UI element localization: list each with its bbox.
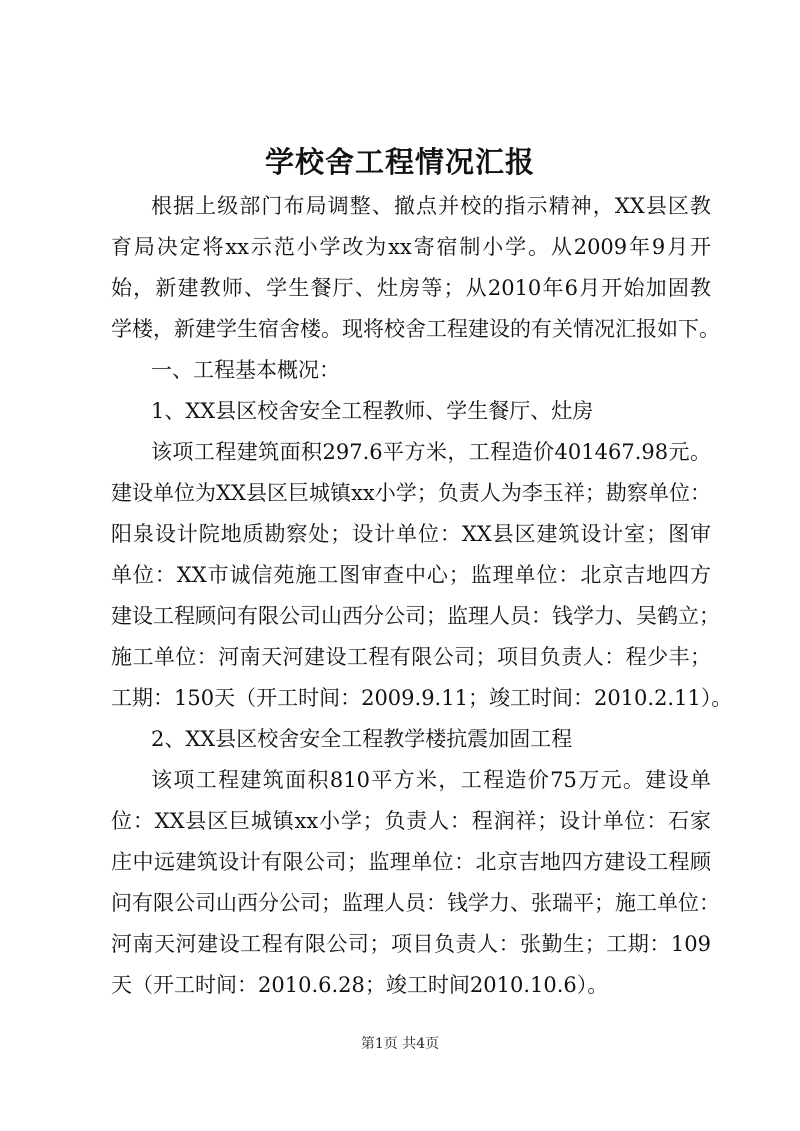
paragraph-line: 阳泉设计院地质勘察处；设计单位：XX县区建筑设计室；图审 xyxy=(111,522,711,546)
page-number: 第1页 共4页 xyxy=(360,1036,440,1052)
section-heading: 一、工程基本概况： xyxy=(151,358,340,382)
paragraph-line: 河南天河建设工程有限公司；项目负责人：张勤生；工期：109 xyxy=(111,932,711,956)
paragraph-line: 施工单位：河南天河建设工程有限公司；项目负责人：程少丰； xyxy=(111,645,711,669)
paragraph-line: 育局决定将xx示范小学改为xx寄宿制小学。从2009年9月开 xyxy=(111,235,711,259)
paragraph-line: 学楼，新建学生宿舍楼。现将校舍工程建设的有关情况汇报如下。 xyxy=(111,317,720,341)
paragraph-line: 该项工程建筑面积297.6平方米，工程造价401467.98元。 xyxy=(151,440,711,464)
paragraph-line: 工期：150天（开工时间：2009.9.11；竣工时间：2010.2.11）。 xyxy=(111,686,733,710)
paragraph-line: 该项工程建筑面积810平方米，工程造价75万元。建设单 xyxy=(151,768,711,792)
paragraph-line: 天（开工时间：2010.6.28；竣工时间2010.10.6）。 xyxy=(111,973,609,997)
document-title: 学校舍工程情况汇报 xyxy=(264,145,535,179)
paragraph-line: 位：XX县区巨城镇xx小学；负责人：程润祥；设计单位：石家 xyxy=(111,809,711,833)
subsection-heading: 2、XX县区校舍安全工程教学楼抗震加固工程 xyxy=(151,727,573,751)
paragraph-line: 建设工程顾问有限公司山西分公司；监理人员：钱学力、吴鹤立； xyxy=(111,604,720,628)
paragraph-line: 始，新建教师、学生餐厅、灶房等；从2010年6月开始加固教 xyxy=(111,276,711,300)
document-body xyxy=(111,186,733,1006)
paragraph-line: 庄中远建筑设计有限公司；监理单位：北京吉地四方建设工程顾 xyxy=(111,850,711,874)
paragraph-line: 问有限公司山西分公司；监理人员：钱学力、张瑞平；施工单位： xyxy=(111,891,720,915)
subsection-heading: 1、XX县区校舍安全工程教师、学生餐厅、灶房 xyxy=(151,399,594,423)
paragraph-line: 建设单位为XX县区巨城镇xx小学；负责人为李玉祥；勘察单位： xyxy=(111,481,711,505)
paragraph-line: 根据上级部门布局调整、撤点并校的指示精神，XX县区教 xyxy=(151,194,711,218)
paragraph-line: 单位：XX市诚信苑施工图审查中心；监理单位：北京吉地四方 xyxy=(111,563,711,587)
